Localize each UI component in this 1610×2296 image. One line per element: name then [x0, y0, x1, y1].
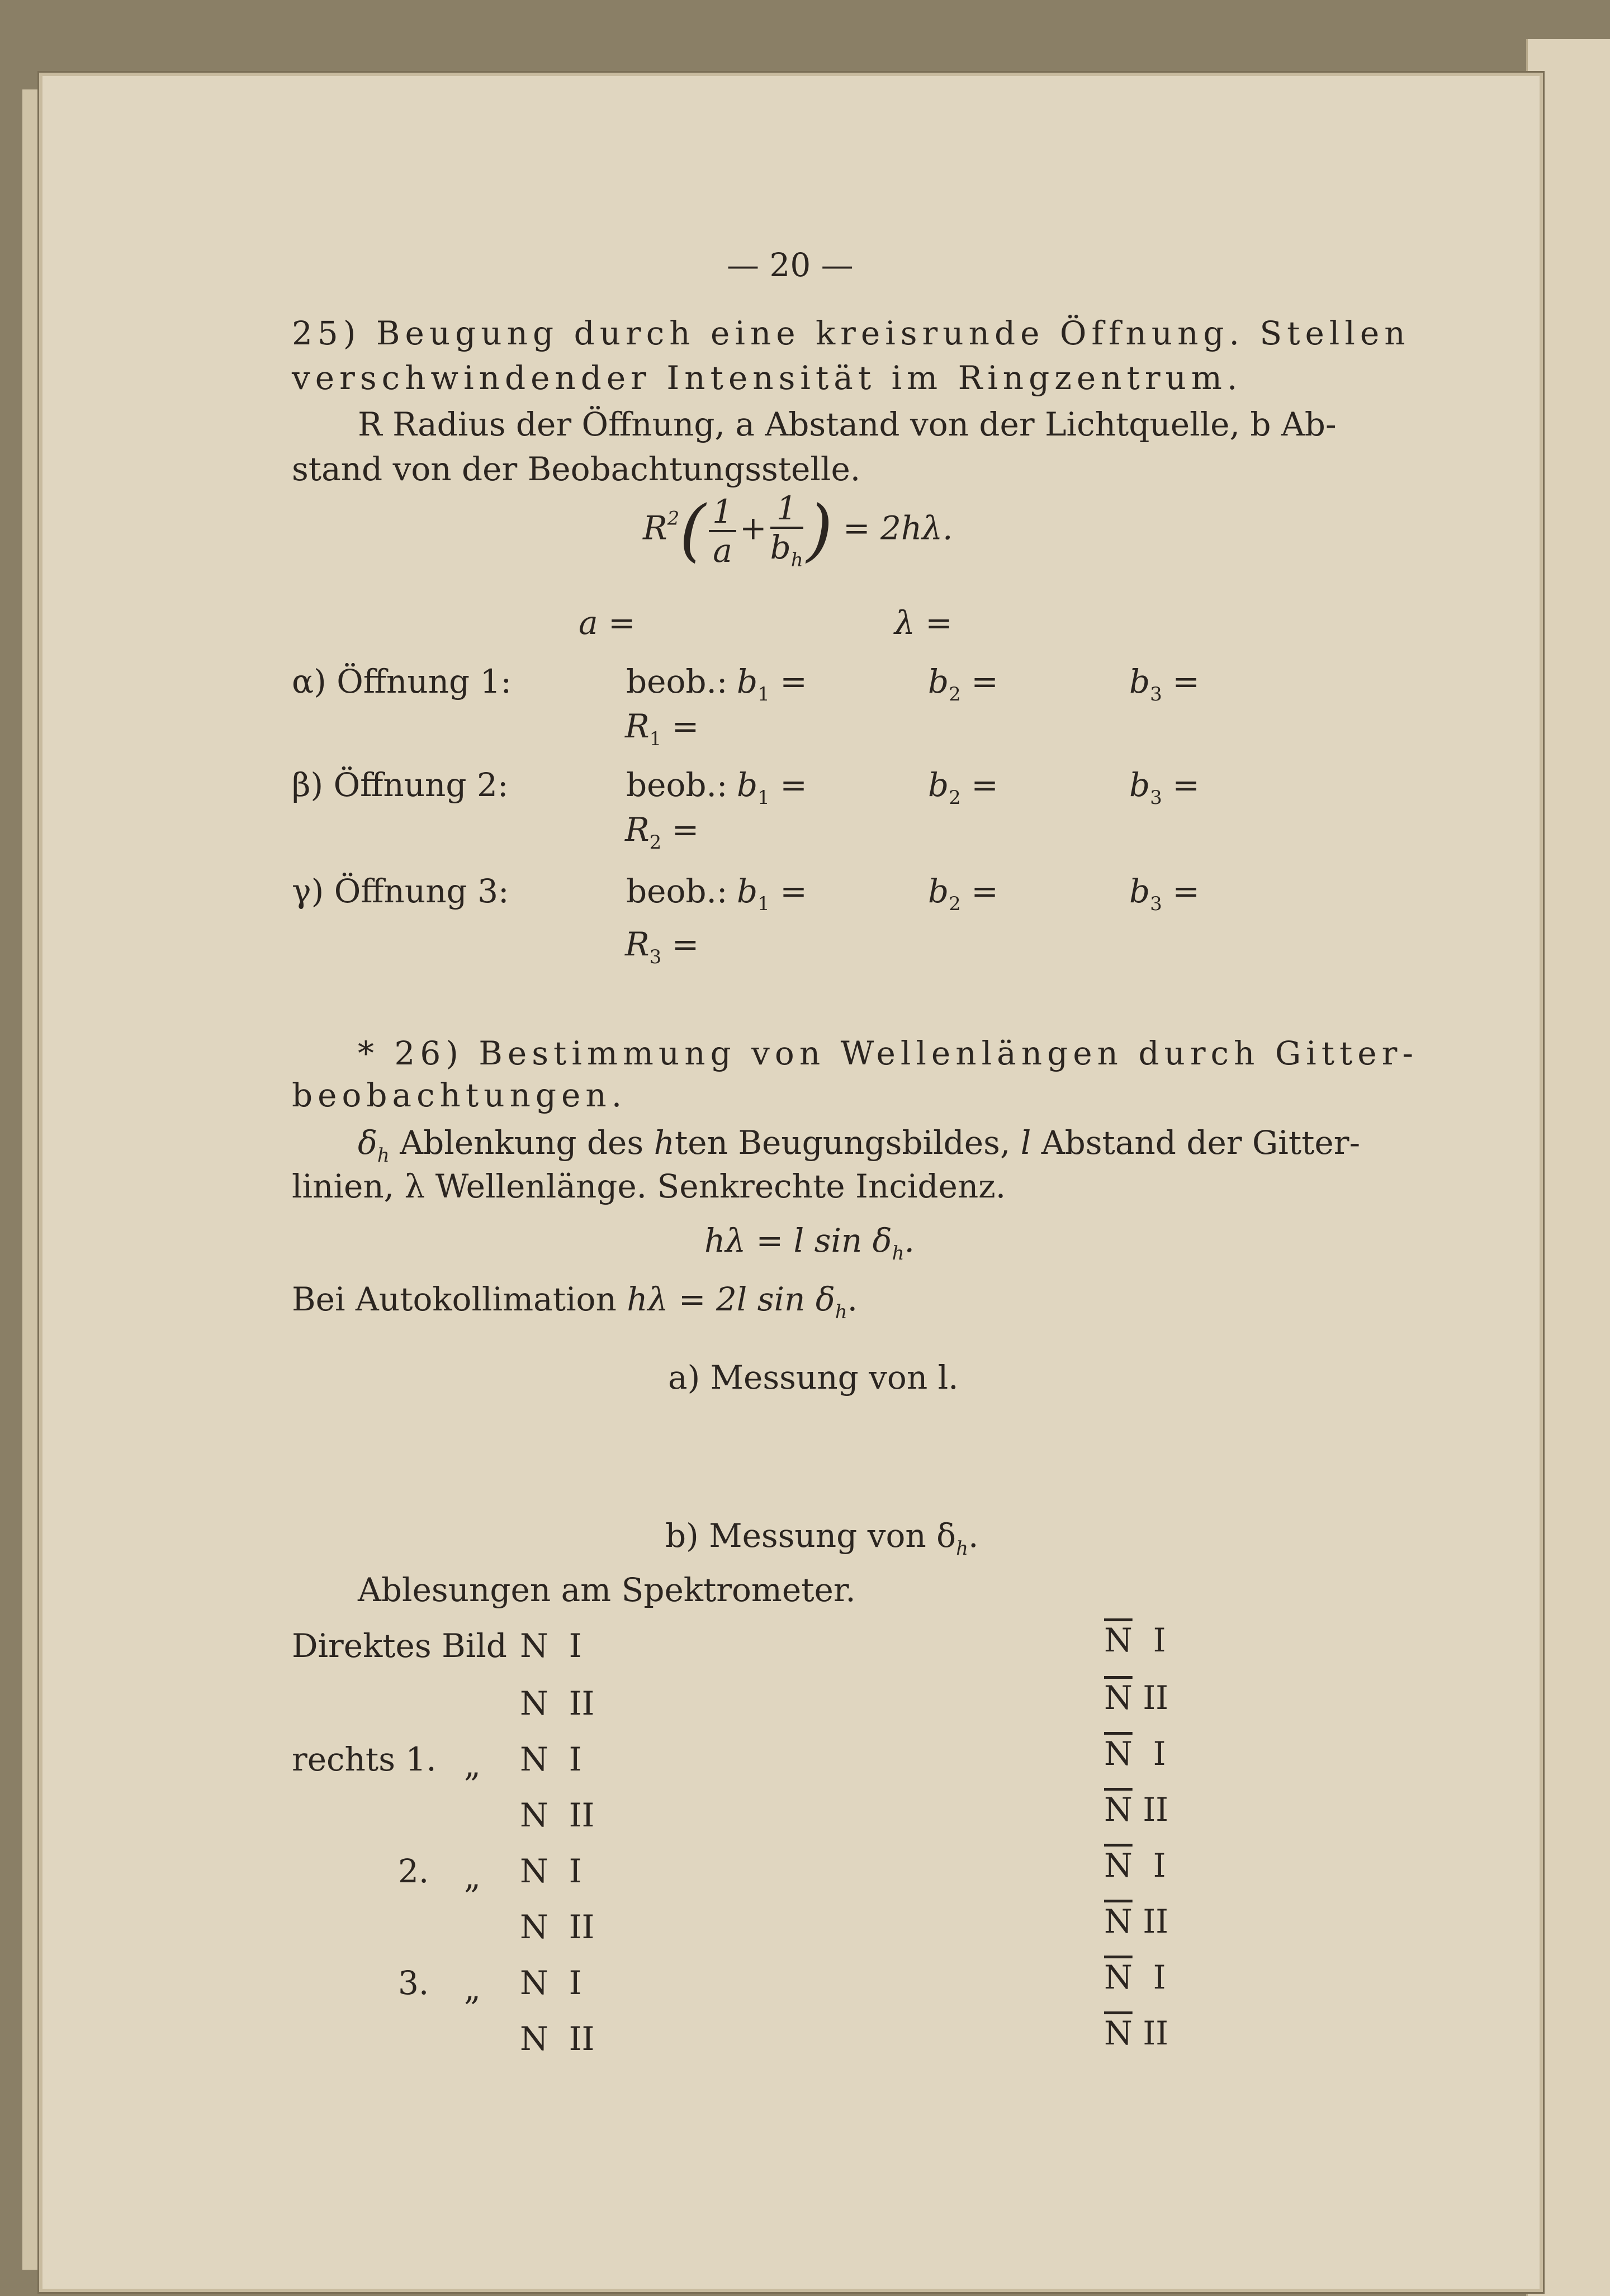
reading-nbar-i: $\overline{N}$ I [1104, 1621, 1166, 1659]
reading-nbar-ii: $\overline{N}$ II [1104, 1791, 1169, 1829]
autokollimation-line: Bei Autokollimation hλ = 2l $\sin \delta_h$. [292, 1280, 858, 1323]
section25-title-line2: verschwindender Intensität im Ringzentrum. [292, 359, 1243, 397]
section25-desc-line1: R Radius der Öffnung, a Abstand von der Lichtquelle, b Ab- [358, 405, 1337, 443]
frac-1-a [709, 492, 736, 570]
reading-nbar-i: $\overline{N}$ I [1104, 1847, 1166, 1885]
paren-open: ( [679, 491, 706, 570]
ditto-mark: „ [464, 1970, 481, 2008]
row-label-3: 3. [398, 1964, 429, 2002]
b2-value: $b_2$ = [928, 872, 998, 915]
formula-sup: 2 [667, 507, 680, 530]
reading-n-ii: N II [520, 1684, 595, 1722]
ditto-mark: „ [464, 1858, 481, 1896]
row-label: α) Öffnung 1: [292, 662, 512, 700]
reading-nbar-i: $\overline{N}$ I [1104, 1735, 1166, 1773]
section25-desc-line2: stand von der Beobachtungsstelle. [292, 450, 861, 488]
r-value: $R_2$ = [625, 811, 699, 854]
frac-b: b [770, 528, 791, 566]
section26-title-line1: * 26) Bestimmung von Wellenlängen durch Gitter- [358, 1034, 1418, 1072]
b1-value: $b_1$ = [737, 662, 807, 706]
reading-n-ii: N II [520, 1908, 595, 1946]
a-equals: a = [579, 604, 636, 642]
r-value: $R_1$ = [625, 707, 699, 750]
b1-value: $b_1$ = [737, 872, 807, 915]
section25-title-line1: 25) Beugung durch eine kreisrunde Öffnung. Stellen [292, 314, 1410, 352]
formula-rhs: = 2hλ. [842, 509, 953, 547]
reading-n-ii: N II [520, 2020, 595, 2058]
b1-value: $b_1$ = [737, 766, 807, 809]
beob-label: beob.: [626, 766, 728, 804]
reading-n-i: N I [520, 1964, 582, 2002]
frac-den: a [713, 531, 732, 570]
ditto-mark: „ [464, 1746, 481, 1784]
grating-formula: hλ = l $\sin \delta_h$. [704, 1222, 915, 1265]
b3-value: $b_3$ = [1129, 872, 1200, 915]
r-value: $R_3$ = [625, 925, 699, 968]
beob-label: beob.: [626, 872, 728, 910]
b2-value: $b_2$ = [928, 662, 998, 706]
reading-n-i: N I [520, 1852, 582, 1890]
row-label-2: 2. [398, 1852, 429, 1890]
frac-den [770, 529, 803, 570]
frac-num: 1 [709, 495, 736, 532]
reading-n-i: N I [520, 1740, 582, 1778]
reading-n-i: N I [520, 1627, 582, 1665]
lambda-equals: λ = [894, 604, 953, 642]
row-label-direct: Direktes Bild [292, 1627, 507, 1665]
section26-desc-line1: $\delta_h$ Ablenkung des hten Beugungsbildes, l Abstand der Gitter- [358, 1124, 1361, 1167]
page-number: — 20 — [727, 246, 854, 284]
reading-nbar-i: $\overline{N}$ I [1104, 1958, 1166, 1996]
ablesungen-heading: Ablesungen am Spektrometer. [358, 1571, 856, 1609]
section26-desc-line2: linien, λ Wellenlänge. Senkrechte Incidenz. [292, 1167, 1006, 1205]
subsection-a: a) Messung von l. [668, 1358, 959, 1396]
beob-label: beob.: [626, 662, 728, 700]
subsection-b: b) Messung von $\delta_h$. [665, 1517, 979, 1560]
formula-plus: + [740, 509, 767, 547]
formula-R: R [643, 509, 667, 547]
paren-close: ) [806, 491, 833, 570]
b2-value: $b_2$ = [928, 766, 998, 809]
section26-title-line2: beobachtungen. [292, 1076, 627, 1114]
b3-value: $b_3$ = [1129, 766, 1200, 809]
kreis-formula [643, 489, 953, 571]
b3-value: $b_3$ = [1129, 662, 1200, 706]
reading-nbar-ii: $\overline{N}$ II [1104, 1679, 1169, 1717]
frac-h: h [790, 549, 803, 571]
reading-n-ii: N II [520, 1796, 595, 1834]
row-label: γ) Öffnung 3: [292, 872, 509, 910]
reading-nbar-ii: $\overline{N}$ II [1104, 2014, 1169, 2052]
frac-1-bh [770, 489, 803, 571]
frac-num: 1 [770, 492, 803, 529]
reading-nbar-ii: $\overline{N}$ II [1104, 1902, 1169, 1940]
row-label: β) Öffnung 2: [292, 766, 509, 804]
row-label-rechts: rechts 1. [292, 1740, 437, 1778]
